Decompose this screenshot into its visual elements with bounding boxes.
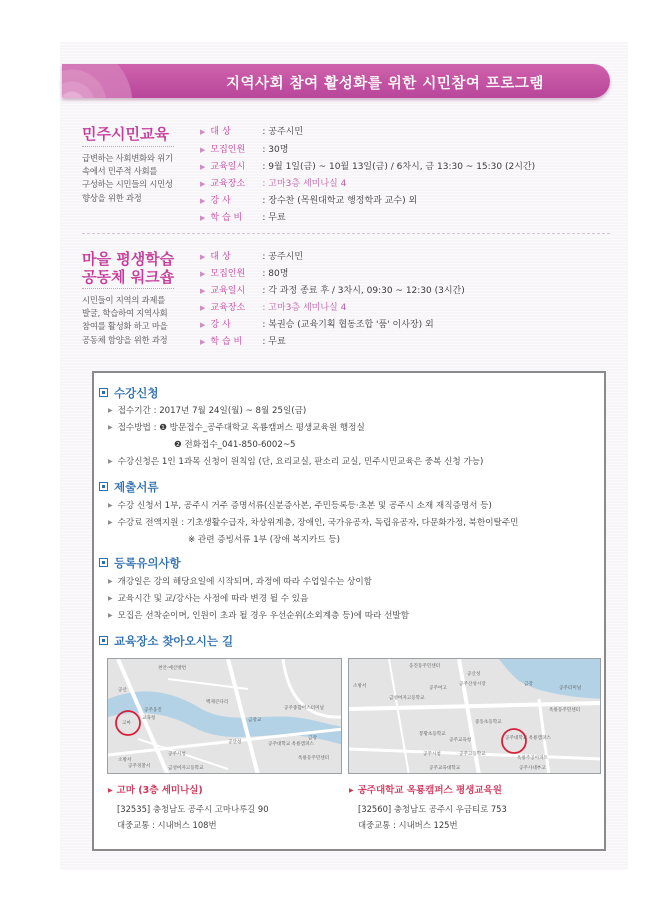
notice-line-1: ▶ 개강일은 강의 해당요일에 시작되며, 과정에 따라 수업일수는 상이함 <box>108 577 372 587</box>
section-1-underline <box>82 146 174 147</box>
section-1-title: 민주시민교육 <box>82 125 169 143</box>
map2-label: 공주교육대학교 <box>429 766 461 771</box>
map2-label: 옥룡주공아파트 <box>517 756 549 761</box>
map1-label-goma: 고마 <box>122 721 131 726</box>
map1-label: 공주대학교 옥룡캠퍼스 <box>268 742 314 747</box>
enroll-note: ▶ 수강신청은 1인 1과목 신청이 원칙임 (단, 요리교실, 판소리 교실, 민주시민교육은 중복 신청 가능) <box>108 457 484 467</box>
map1-label: 금강 <box>308 736 317 741</box>
map1-label: 공산성 <box>228 740 242 745</box>
section-1-row-location: ▶ 교육장소 : 고마3층 세미나실 4 <box>200 179 347 189</box>
place-2-transit: 대중교통 : 시내버스 125번 <box>358 820 458 830</box>
map1-label: 공산 <box>118 688 127 693</box>
map1-label: 공주웅진 <box>144 708 162 713</box>
map2-label: 소방서 <box>353 684 367 689</box>
map-goma <box>107 658 342 774</box>
map1-label: 금성여자고등학교 <box>168 766 204 771</box>
section-2-description: 시민들이 지역의 과제를 발굴, 학습하여 지역사회 참여를 활성화 하고 마을 공동체 함양을 위한 과정 <box>82 295 168 345</box>
map2-label: 공주사대부고 <box>519 766 546 771</box>
section-1-description: 급변하는 사회변화와 위기 속에서 민주적 사회를 구성하는 시민들의 시민성 향상을 위한 과정 <box>82 153 173 203</box>
map2-label: 공산성 <box>467 672 481 677</box>
map2-label: 공주터미널 <box>559 686 582 691</box>
banner-ornament <box>62 64 180 98</box>
map2-label: 옥룡동주민센터 <box>549 708 581 713</box>
square-bullet-icon <box>99 388 108 397</box>
section-2-row-instructor: ▶ 강 사 : 복권승 (교육기획 협동조합 '품' 이사장) 외 <box>200 320 434 330</box>
map2-label: 공주시청 <box>423 752 441 757</box>
notice-line-3: ▶ 모집은 선착순이며, 인원이 초과 될 경우 우선순위(소외계층 등)에 따라 선발함 <box>108 611 409 621</box>
section-1-row-schedule: ▶ 교육일시 : 9월 1일(금) ~ 10월 13일(금) / 6차시, 금 13:30 ~ 15:30 (2시간) <box>200 162 536 172</box>
section-2-title: 마을 평생학습 공동체 워크숍 <box>82 250 175 286</box>
map2-label: 공주고등학교 <box>459 752 486 757</box>
place-1-transit: 대중교통 : 시내버스 108번 <box>117 820 217 830</box>
enroll-period: ▶ 접수기간 : 2017년 7월 24일(월) ~ 8월 25일(금) <box>108 406 307 416</box>
notice-line-2: ▶ 교육시간 및 교/강사는 사정에 따라 변경 될 수 있음 <box>108 594 309 604</box>
docs-line-1: ▶ 수강 신청서 1부, 공주시 거주 증명서류(신분증사본, 주민등록등·초본 및 공주시 소재 재직증명서 등) <box>108 501 492 511</box>
map1-label: 천안·예산방면 <box>158 666 187 671</box>
section-2-row-capacity: ▶ 모집인원 : 80명 <box>200 269 289 279</box>
docs-heading: 제출서류 <box>99 479 158 495</box>
section-1-row-target: ▶ 대 상 : 공주시민 <box>200 127 304 137</box>
map1-label: 공주시청 <box>168 752 186 757</box>
enroll-heading: 수강신청 <box>99 385 158 401</box>
map1-label: 백제큰다리 <box>206 700 229 705</box>
map1-label: 금강교 <box>248 718 262 723</box>
map2-label: 금강 <box>524 682 533 687</box>
map2-label: 웅진동주민센터 <box>409 664 441 669</box>
map2-label: 금성여자고등학교 <box>389 696 425 701</box>
map2-label: 공주산성시장 <box>459 682 486 687</box>
place-2-title: ▶ 공주대학교 옥룡캠퍼스 평생교육원 <box>349 785 502 796</box>
square-bullet-icon <box>99 558 108 567</box>
map-okryong-campus <box>348 658 601 774</box>
docs-line-3: ※ 관련 증빙서류 1부 (장애 복지카드 등) <box>188 535 340 545</box>
section-2-underline <box>82 288 174 289</box>
section-2-row-schedule: ▶ 교육일시 : 각 과정 종료 후 / 3차시, 09:30 ~ 12:30 (3시간) <box>200 286 465 296</box>
docs-line-2: ▶ 수강료 전액지원 : 기초생활수급자, 차상위계층, 장애인, 국가유공자, 독립유공자, 다문화가정, 북한이탈주민 <box>108 518 519 528</box>
map2-label: 공주여고 <box>429 686 447 691</box>
directions-heading: 교육장소 찾아오시는 길 <box>99 633 233 649</box>
section-1-row-fee: ▶ 학 습 비 : 무료 <box>200 213 286 223</box>
section-1-row-capacity: ▶ 모집인원 : 30명 <box>200 145 289 155</box>
map1-label: 교육청 <box>142 716 156 721</box>
section-2-row-fee: ▶ 학 습 비 : 무료 <box>200 337 286 347</box>
enroll-method-1: ▶ 접수방법 : ❶ 방문접수_공주대학교 옥룡캠퍼스 평생교육원 행정실 <box>108 423 365 433</box>
map2-label-campus: 공주대학교 옥룡캠퍼스 <box>505 736 551 741</box>
place-2-address: [32560] 충청남도 공주시 우금티로 753 <box>358 804 507 814</box>
notice-heading: 등록유의사항 <box>99 555 181 571</box>
section-divider <box>82 233 610 234</box>
square-bullet-icon <box>99 636 108 645</box>
banner-title: 지역사회 참여 활성화를 위한 시민참여 프로그램 <box>226 76 544 92</box>
place-1-address: [32535] 충청남도 공주시 고마나루길 90 <box>117 804 269 814</box>
enroll-method-2: ❷ 전화접수_041-850-6002~5 <box>174 440 296 450</box>
map1-label: 옥룡동주민센터 <box>298 756 330 761</box>
section-2-row-target: ▶ 대 상 : 공주시민 <box>200 252 304 262</box>
square-bullet-icon <box>99 482 108 491</box>
map1-label: 공주종합버스터미널 <box>284 706 324 711</box>
map1-label: 공주경찰서 <box>128 764 151 769</box>
map1-label: 소방서 <box>118 758 132 763</box>
place-1-title: ▶ 고마 (3층 세미나실) <box>108 785 203 796</box>
map2-label: 공주교육청 <box>449 738 472 743</box>
section-1-row-instructor: ▶ 강 사 : 장수찬 (목원대학교 행정학과 교수) 외 <box>200 196 418 206</box>
map2-label: 중동초등학교 <box>475 720 502 725</box>
map2-label: 봉황초등학교 <box>419 732 446 737</box>
section-2-row-location: ▶ 교육장소 : 고마3층 세미나실 4 <box>200 303 347 313</box>
